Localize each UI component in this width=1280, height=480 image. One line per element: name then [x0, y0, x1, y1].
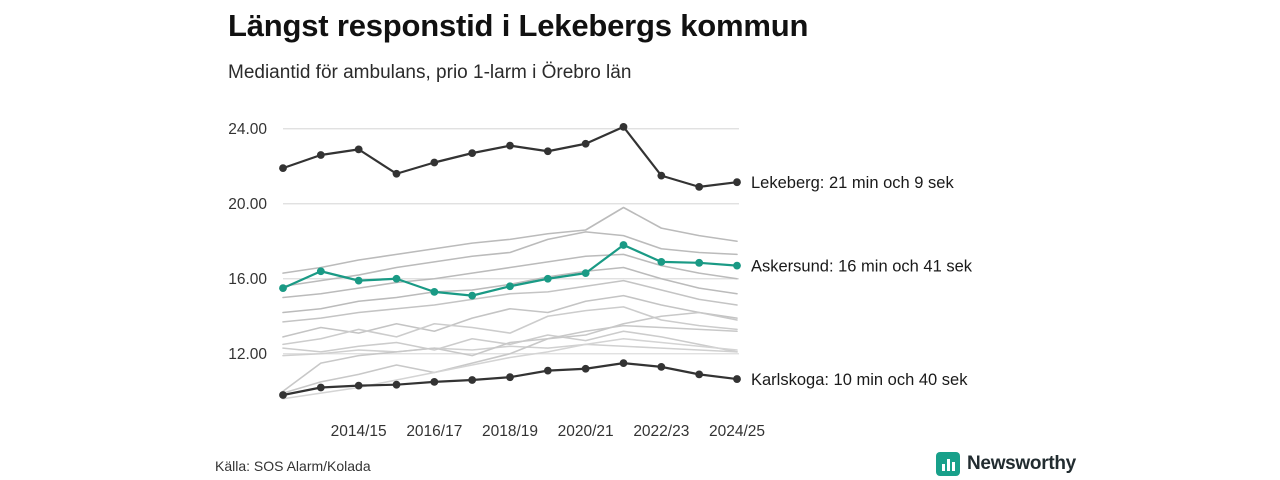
data-point — [620, 123, 628, 131]
data-point — [544, 275, 552, 283]
data-point — [544, 147, 552, 155]
data-point — [695, 183, 703, 191]
data-point — [733, 178, 741, 186]
series-övrig-kommun-1 — [283, 208, 737, 274]
series-end-label-lekeberg: Lekeberg: 21 min och 9 sek — [751, 174, 954, 193]
logo-text: Newsworthy — [967, 453, 1076, 474]
data-point — [279, 164, 287, 172]
data-point — [468, 149, 476, 157]
data-point — [733, 262, 741, 270]
chart-title: Längst responstid i Lekebergs kommun — [228, 8, 809, 43]
x-axis-tick-label: 2014/15 — [330, 423, 387, 440]
data-point — [506, 282, 514, 290]
data-point — [582, 269, 590, 277]
data-point — [430, 159, 438, 167]
data-point — [506, 142, 514, 150]
y-axis-tick-label: 24.00 — [228, 120, 267, 138]
data-point — [695, 259, 703, 267]
data-point — [657, 363, 665, 371]
newsworthy-logo — [936, 452, 1076, 476]
data-point — [468, 376, 476, 384]
series-line — [283, 127, 737, 187]
x-axis-tick-label: 2020/21 — [557, 423, 614, 440]
data-point — [430, 288, 438, 296]
data-point — [544, 367, 552, 375]
series-karlskoga — [279, 359, 741, 399]
y-axis-tick-label: 16.00 — [228, 270, 267, 288]
data-point — [582, 365, 590, 373]
data-point — [393, 381, 401, 389]
y-axis-tick-label: 12.00 — [228, 345, 267, 363]
x-axis-tick-label: 2024/25 — [708, 423, 766, 440]
data-point — [430, 378, 438, 386]
data-point — [620, 359, 628, 367]
data-point — [279, 284, 287, 292]
data-point — [355, 145, 363, 153]
x-axis-tick-label: 2016/17 — [406, 423, 463, 440]
series-end-label-askersund: Askersund: 16 min och 41 sek — [751, 257, 973, 276]
x-axis-tick-label: 2022/23 — [633, 423, 690, 440]
data-point — [393, 275, 401, 283]
data-point — [279, 391, 287, 399]
data-point — [355, 382, 363, 390]
data-point — [506, 373, 514, 381]
data-point — [317, 384, 325, 392]
data-point — [317, 267, 325, 275]
series-line — [283, 326, 737, 392]
series-lekeberg — [279, 123, 741, 191]
data-point — [695, 370, 703, 378]
data-point — [733, 375, 741, 383]
chart-source: Källa: SOS Alarm/Kolada — [215, 458, 371, 474]
series-line — [283, 208, 737, 274]
data-point — [620, 241, 628, 249]
data-point — [317, 151, 325, 159]
data-point — [582, 140, 590, 148]
data-point — [657, 258, 665, 266]
series-övrig-kommun-10 — [283, 326, 737, 392]
chart-subtitle: Mediantid för ambulans, prio 1-larm i Örebro län — [228, 62, 632, 83]
y-axis-tick-label: 20.00 — [228, 195, 267, 213]
data-point — [355, 277, 363, 285]
data-point — [468, 292, 476, 300]
data-point — [657, 172, 665, 180]
bar-chart-icon — [936, 452, 960, 476]
series-end-label-karlskoga: Karlskoga: 10 min och 40 sek — [751, 371, 968, 390]
data-point — [393, 170, 401, 178]
x-axis-tick-label: 2018/19 — [481, 423, 539, 440]
